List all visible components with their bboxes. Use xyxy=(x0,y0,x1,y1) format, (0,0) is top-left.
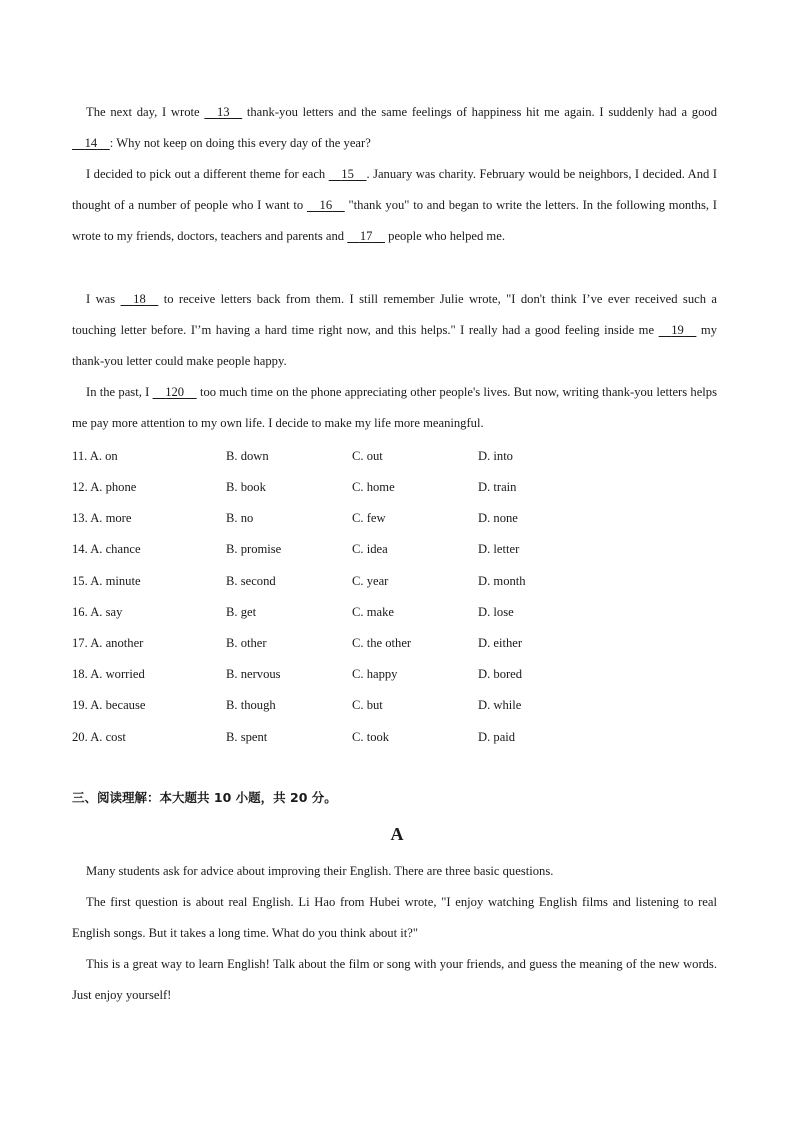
reading-paragraph-3: This is a great way to learn English! Talk about the film or song with your friends, and guess the meaning of the new words. Just enjoy yourself! xyxy=(72,957,717,1003)
blank-17: 17 xyxy=(359,229,373,244)
option-a: 17. A. another xyxy=(72,636,144,650)
blank-15: 15 xyxy=(341,167,354,181)
text: thank-you letters and the same feelings of happiness hit me again. I suddenly had a good xyxy=(242,105,717,119)
option-d: D. either xyxy=(478,636,523,650)
option-d: D. paid xyxy=(478,730,516,744)
text: too much time on the phone appreciating other people's lives. But now, writing thank-you letters helps me pay more attention to my own life. I decide to make my life more meaningful. xyxy=(72,385,717,431)
option-b: B. book xyxy=(226,480,266,494)
option-b: B. though xyxy=(226,698,276,712)
option-b: B. no xyxy=(226,511,254,525)
option-b: B. nervous xyxy=(226,667,281,681)
text: : Why not keep on doing this every day of the year? xyxy=(109,136,371,151)
option-d: D. into xyxy=(478,449,513,463)
option-a: 15. A. minute xyxy=(72,574,141,588)
option-b: B. down xyxy=(226,449,269,463)
option-c: C. but xyxy=(352,698,383,712)
blank-13: 13 xyxy=(216,105,230,119)
option-a: 13. A. more xyxy=(72,511,132,525)
reading-paragraph-1: Many students ask for advice about improving their English. There are three basic questions. xyxy=(86,864,554,878)
reading-paragraph-2: The first question is about real English. Li Hao from Hubei wrote, "I enjoy watching English films and listening to real English songs. But it takes a long time. What do you think about it?" xyxy=(72,895,717,941)
option-a: 11. A. on xyxy=(72,449,118,463)
cloze-paragraph-4 xyxy=(72,377,717,439)
text: I decided to pick out a different theme for each xyxy=(86,167,329,181)
cloze-paragraph-1 xyxy=(72,97,717,159)
cloze-paragraph-3 xyxy=(72,284,717,378)
option-a: 20. A. cost xyxy=(72,730,126,744)
option-c: C. make xyxy=(352,605,394,619)
option-b: B. spent xyxy=(226,730,268,744)
text: "thank you" to and began to write the letters. In the following months, I wrote to my friends, doctors, teachers and parents and xyxy=(72,198,717,244)
text: The next day, I wrote xyxy=(86,105,205,119)
option-d: D. train xyxy=(478,480,517,494)
text: . January was charity. February would be neighbors, I decided. And I thought of a number of people who I want to xyxy=(72,167,717,213)
option-d: D. month xyxy=(478,574,526,588)
text: people who helped me. xyxy=(385,229,505,244)
blank-14: 14 xyxy=(84,136,98,151)
blank-18: 18 xyxy=(133,292,146,306)
text: my thank-you letter could make people happy. xyxy=(72,323,717,369)
option-a: 16. A. say xyxy=(72,605,123,619)
option-a: 18. A. worried xyxy=(72,667,145,681)
text: I was xyxy=(86,292,121,306)
blank-20: 120 xyxy=(165,385,185,399)
option-c: C. home xyxy=(352,480,395,494)
option-c: C. few xyxy=(352,511,386,525)
option-b: B. other xyxy=(226,636,267,650)
passage-heading: A xyxy=(390,824,404,844)
text: In the past, I xyxy=(86,385,153,399)
option-d: D. bored xyxy=(478,667,523,681)
option-d: D. lose xyxy=(478,605,514,619)
option-d: D. letter xyxy=(478,542,520,556)
option-a: 14. A. chance xyxy=(72,542,141,556)
option-c: C. idea xyxy=(352,542,388,556)
option-c: C. out xyxy=(352,449,383,463)
option-a: 12. A. phone xyxy=(72,480,137,494)
option-a: 19. A. because xyxy=(72,698,146,712)
section-header: 三、阅读理解：本大题共 10 小题，共 20 分。 xyxy=(72,790,337,805)
cloze-paragraph-2 xyxy=(72,159,717,253)
option-c: C. year xyxy=(352,574,389,588)
option-d: D. while xyxy=(478,698,522,712)
blank-16: 16 xyxy=(319,198,333,213)
option-c: C. happy xyxy=(352,667,398,681)
option-b: B. second xyxy=(226,574,276,588)
option-d: D. none xyxy=(478,511,518,525)
option-c: C. the other xyxy=(352,636,412,650)
blank-19: 19 xyxy=(671,323,684,338)
option-b: B. get xyxy=(226,605,257,619)
option-b: B. promise xyxy=(226,542,282,556)
text: to receive letters back from them. I still remember Julie wrote, "I don't think I’ve ever received such a touching letter before. I'’m having a hard time right now, and this helps." I really had a good feeling inside me xyxy=(72,292,717,338)
option-c: C. took xyxy=(352,730,390,744)
